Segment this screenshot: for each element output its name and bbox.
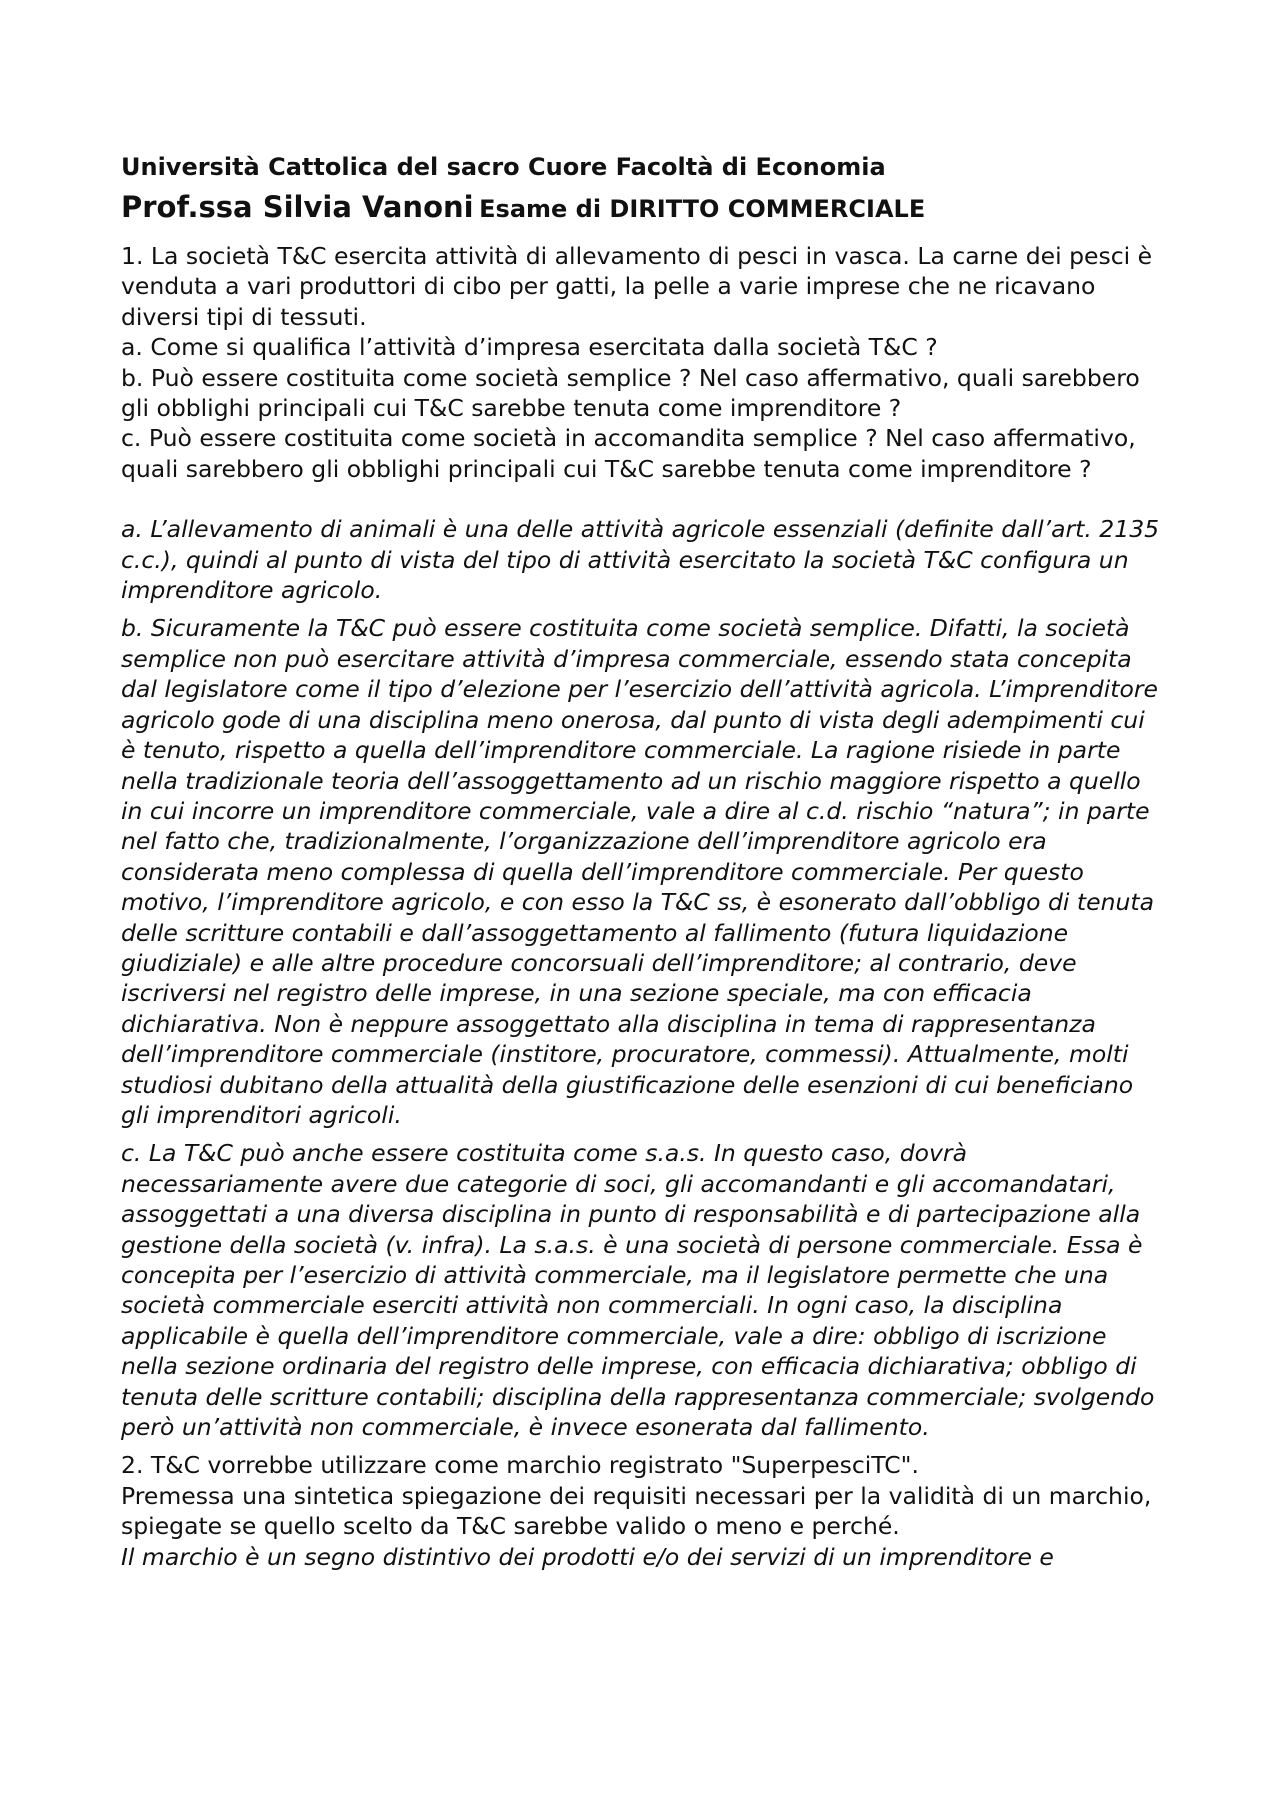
question-1b: b. Può essere costituita come società semplice ? Nel caso affermativo, quali sarebbero gli obblighi principali cui T&C sarebbe tenuta come imprenditore ? <box>121 363 1140 423</box>
professor-name: Prof.ssa Silvia Vanoni <box>121 190 474 224</box>
question-1a: a. Come si qualifica l’attività d’impresa esercitata dalla società T&C ? <box>121 333 938 362</box>
answer-1b: b. Sicuramente la T&C può essere costituita come società semplice. Difatti, la società semplice non può esercitare attività d’impresa commerciale, essendo stata concepita dal legislatore come il tipo d’elezione per l’esercizio dell’attività agricola. L’imprenditore agricolo gode di una disciplina meno onerosa, dal punto di vista degli adempimenti cui è tenuto, rispetto a quella dell’imprenditore commerciale. La ragione risiede in parte nella tradizionale teoria dell’assoggettamento ad un rischio maggiore rispetto a quello in cui incorre un imprenditore commerciale, vale a dire al c.d. rischio “natura”; in parte nel fatto che, tradizionalmente, l’organizzazione dell’imprenditore agricolo era considerata meno complessa di quella dell’imprenditore commerciale. Per questo motivo, l’imprenditore agricolo, e con esso la T&C ss, è esonerato dall’obbligo di tenuta delle scritture contabili e dall’assoggettamento al fallimento (futura liquidazione giudiziale) e alle altre procedure concorsuali dell’imprenditore; al contrario, deve iscriversi nel registro delle imprese, in una sezione speciale, ma con efficacia dichiarativa. Non è neppure assoggettato alla disciplina in tema di rappresentanza dell’imprenditore commerciale (institore, procuratore, commessi). Attualmente, molti studiosi dubitano della attualità della giustificazione delle esenzioni di cui beneficiano gli imprenditori agricoli. <box>121 614 1158 1129</box>
answer-1c: c. La T&C può anche essere costituita come s.a.s. In questo caso, dovrà necessariamente avere due categorie di soci, gli accomandanti e gli accomandatari, assoggettati a una diversa disciplina in punto di responsabilità e di partecipazione alla gestione della società (v. infra). La s.a.s. è una società di persone commerciale. Essa è concepita per l’esercizio di attività commerciale, ma il legislatore permette che una società commerciale eserciti attività non commerciali. In ogni caso, la disciplina applicabile è quella dell’imprenditore commerciale, vale a dire: obbligo di iscrizione nella sezione ordinaria del registro delle imprese, con efficacia dichiarativa; obbligo di tenuta delle scritture contabili; disciplina della rappresentanza commerciale; svolgendo però un’attività non commerciale, è invece esonerata dal fallimento. <box>121 1139 1155 1442</box>
question-2-text-1: 2. T&C vorrebbe utilizzare come marchio registrato "SuperpesciTC". <box>121 1451 919 1480</box>
question-2-text-2: Premessa una sintetica spiegazione dei requisiti necessari per la validità di un marchio, spiegate se quello scelto da T&C sarebbe valido o meno e perché. <box>121 1481 1152 1541</box>
answer-1a: a. L’allevamento di animali è una delle attività agricole essenziali (definite dall’art. 2135 c.c.), quindi al punto di vista del tipo di attività esercitato la società T&C configura un imprenditore agricolo. <box>121 515 1160 605</box>
answer-2-start: Il marchio è un segno distintivo dei prodotti e/o dei servizi di un imprenditore e <box>121 1542 1054 1571</box>
exam-heading <box>121 188 1166 231</box>
document-content <box>121 150 1166 1580</box>
question-1c: c. Può essere costituita come società in accomandita semplice ? Nel caso affermativo, quali sarebbero gli obblighi principali cui T&C sarebbe tenuta come imprenditore ? <box>121 424 1136 483</box>
spacer <box>121 484 1166 514</box>
question-1-text: 1. La società T&C esercita attività di allevamento di pesci in vasca. La carne dei pesci è venduta a vari produttori di cibo per gatti, la pelle a varie imprese che ne ricavano diversi tipi di tessuti. <box>121 242 1153 331</box>
university-heading: Università Cattolica del sacro Cuore Facoltà di Economia <box>121 153 886 181</box>
exam-title: Esame di DIRITTO COMMERCIALE <box>479 195 926 223</box>
